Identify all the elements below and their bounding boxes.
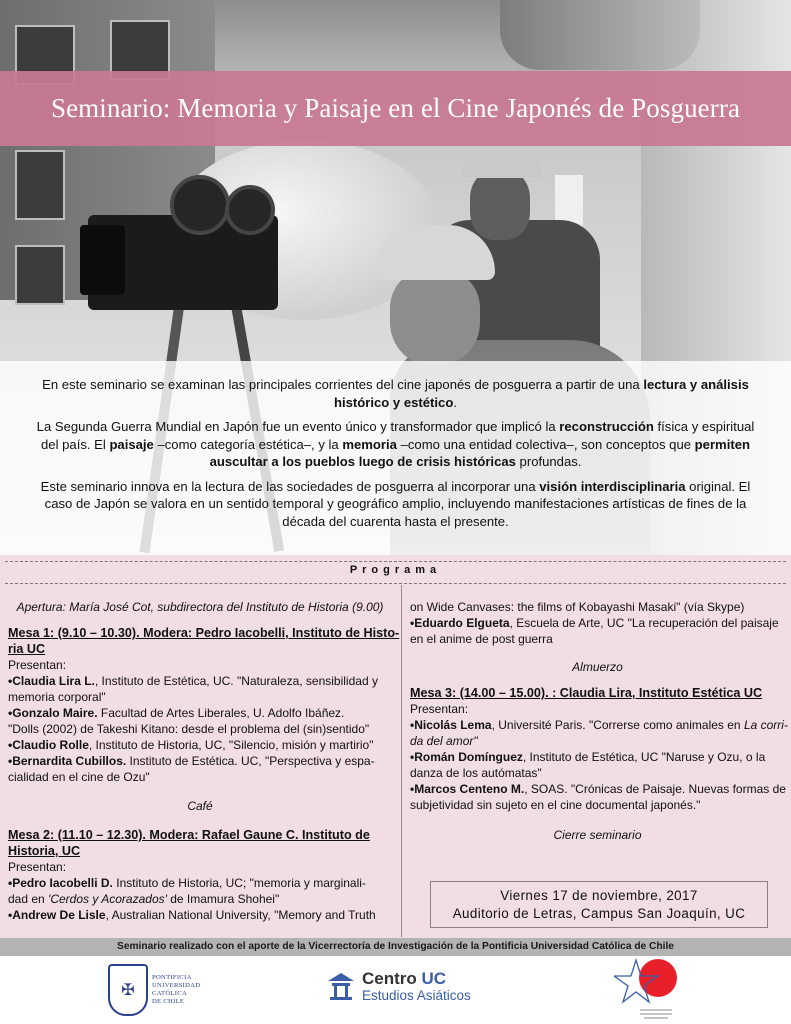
emphasis-text: paisaje xyxy=(109,436,154,452)
text-run: de Imamura Shohei" xyxy=(166,892,280,906)
speaker-talk: , Université Paris. "Correrse como animales en xyxy=(491,718,744,732)
mesa-3-title: Mesa 3: (14.00 – 15.00). : Claudia Lira, Instituto Estética UC xyxy=(410,686,763,700)
speaker-name: •Claudia Lira L. xyxy=(8,674,95,688)
camera-lens xyxy=(80,225,125,295)
credit-band: Seminario realizado con el aporte de la Vicerrectoría de Investigación de la Pontificia Universidad Católica de Chile xyxy=(0,938,791,956)
text-run: . xyxy=(453,394,457,410)
logos-bar xyxy=(0,956,791,1024)
text-run: –como categoría estética–, y la xyxy=(153,436,343,452)
speaker-talk-cont: "Dolls (2002) de Takeshi Kitano: desde el problema del (sin)sentido" xyxy=(8,722,370,736)
presentan-label: Presentan: xyxy=(8,658,67,672)
speaker-talk: Facultad de Artes Liberales, U. Adolfo Ibáñez. xyxy=(97,706,345,720)
speaker-talk-cont: en el anime de post guerra xyxy=(410,632,553,646)
speaker-name: •Gonzalo Maire. xyxy=(8,706,98,720)
closing: Cierre seminario xyxy=(553,828,642,842)
puc-line: DE CHILE xyxy=(152,998,185,1005)
puc-line: CATÓLICA xyxy=(152,990,188,997)
intro-paragraph-1 xyxy=(30,376,761,411)
event-date: Viernes 17 de noviembre, 2017 xyxy=(500,888,698,903)
building-top xyxy=(215,0,515,70)
mesa-2-title: Mesa 2: (11.10 – 12.30). Modera: Rafael Gaune C. Instituto de xyxy=(8,828,370,842)
star-sun-logo-icon xyxy=(614,956,684,1024)
intro-paragraph-2 xyxy=(30,418,761,471)
film-title: da del amor" xyxy=(410,734,478,748)
speaker-talk-cont xyxy=(8,891,392,907)
speaker-item xyxy=(8,907,392,923)
speaker-item xyxy=(8,705,392,721)
uc-word: UC xyxy=(421,969,447,988)
centro-word: Centro xyxy=(362,969,422,988)
puc-line: PONTIFICIA xyxy=(152,974,192,981)
speaker-item xyxy=(8,875,392,891)
speaker-talk-cont: on Wide Canvases: the films of Kobayashi Masaki" (vía Skype) xyxy=(410,600,745,614)
emphasis-text: memoria xyxy=(342,436,397,452)
centro-uc-logo xyxy=(326,970,471,1003)
centro-uc-name xyxy=(362,970,471,988)
window xyxy=(15,245,65,305)
mesa-1-title: Mesa 1: (9.10 – 10.30). Modera: Pedro Iacobelli, Instituto de Histo- xyxy=(8,626,400,640)
speaker-item xyxy=(8,673,392,689)
mesa-2-title-cont: Historia, UC xyxy=(8,844,81,858)
speaker-talk: Instituto de Estética. UC, "Perspectiva y espa- xyxy=(126,754,375,768)
event-info-box xyxy=(430,881,768,928)
speaker-name: •Pedro Iacobelli D. xyxy=(8,876,113,890)
speaker-talk-cont: subjetividad sin sujeto en el cine documental japonés." xyxy=(410,798,701,812)
speaker-item xyxy=(8,753,392,769)
speaker-talk: Instituto de Historia, UC; "memoria y marginali- xyxy=(112,876,366,890)
speaker-talk: , Australian National University, "Memory and Truth xyxy=(105,908,376,922)
puc-logo xyxy=(108,964,200,1016)
program-section xyxy=(0,555,791,938)
speaker-name: •Román Domínguez xyxy=(410,750,523,764)
speaker-talk-cont: cialidad en el cine de Ozu" xyxy=(8,770,150,784)
director-face xyxy=(390,270,480,365)
puc-seal-icon: ✠ xyxy=(108,964,148,1016)
intro-paragraph-3 xyxy=(30,478,761,531)
lunch-break: Almuerzo xyxy=(572,660,623,674)
speaker-name: •Eduardo Elgueta xyxy=(410,616,510,630)
speaker-name: •Marcos Centeno M. xyxy=(410,782,525,796)
apertura: Apertura: María José Cot, subdirectora del Instituto de Historia (9.00) xyxy=(16,600,384,614)
text-run: La Segunda Guerra Mundial en Japón fue un evento único y transformador que implicó la xyxy=(36,419,560,434)
puc-line: UNIVERSIDAD xyxy=(152,982,201,989)
title-band xyxy=(0,71,791,146)
speaker-talk: , Instituto de Estética, UC "Naruse y Ozu, o la xyxy=(522,750,766,764)
camera-reel xyxy=(225,185,275,235)
divider xyxy=(5,583,786,584)
speaker-talk: , Instituto de Estética, UC. "Naturaleza, sensibilidad y xyxy=(94,674,378,688)
column-divider xyxy=(401,585,402,937)
event-location: Auditorio de Letras, Campus San Joaquín, UC xyxy=(452,906,746,921)
speaker-talk: , SOAS. "Crónicas de Paisaje. Nuevas formas de xyxy=(524,782,786,796)
speaker-talk-cont: memoria corporal" xyxy=(8,690,106,704)
divider xyxy=(5,561,786,562)
speaker-name: •Andrew De Lisle xyxy=(8,908,106,922)
text-run: En este seminario se examinan las principales corrientes del cine japonés de posguerra a partir de una xyxy=(42,377,644,392)
speaker-talk-cont xyxy=(410,733,785,749)
pagoda-icon xyxy=(326,971,356,1003)
speaker-item xyxy=(410,749,785,765)
speaker-item xyxy=(410,717,788,733)
puc-logo-text xyxy=(152,974,200,1006)
speaker-name: •Bernardita Cubillos. xyxy=(8,754,127,768)
emphasis-text: permiten auscultar a los pueblos luego de crisis históricas xyxy=(209,436,750,469)
page-title: Seminario: Memoria y Paisaje en el Cine Japonés de Posguerra xyxy=(50,93,741,123)
centro-uc-subtitle: Estudios Asiáticos xyxy=(362,988,471,1003)
emphasis-text: lectura y análisis histórico y estético xyxy=(334,377,749,410)
figure-top xyxy=(500,0,700,70)
film-title: La corri- xyxy=(743,718,788,732)
speaker-item xyxy=(8,737,392,753)
speaker-talk-cont: danza de los autómatas" xyxy=(410,766,542,780)
text-run: dad en xyxy=(8,892,49,906)
speaker-name: •Nicolás Lema xyxy=(410,718,492,732)
camera-reel xyxy=(170,175,230,235)
cafe-break: Café xyxy=(187,799,213,813)
speaker-talk: , Instituto de Historia, UC, "Silencio, misión y martirio" xyxy=(88,738,374,752)
assistant-face xyxy=(470,170,530,240)
program-right-column xyxy=(410,599,788,843)
program-heading: Programa xyxy=(349,564,442,576)
emphasis-text: reconstrucción xyxy=(559,419,654,434)
speaker-name: •Claudio Rolle xyxy=(8,738,89,752)
text-run: profundas. xyxy=(515,454,582,469)
intro-text xyxy=(0,361,791,555)
text-run: original. El caso de Japón se valora en un sentido temporal y geográfico amplio, incluyendo manifestaciones artísticas de fines de la década del cuarenta hasta el presente. xyxy=(44,478,751,529)
presentan-label: Presentan: xyxy=(410,702,469,716)
film-title: 'Cerdos y Acorazados' xyxy=(48,892,167,906)
speaker-talk: , Escuela de Arte, UC "La recuperación del paisaje xyxy=(509,616,779,630)
window xyxy=(15,150,65,220)
mesa-1-title-cont: ria UC xyxy=(8,642,46,656)
emphasis-text: visión interdisciplinaria xyxy=(539,478,686,494)
text-run: –como una entidad colectiva–, son conceptos que xyxy=(396,436,695,452)
centro-uc-text xyxy=(362,970,471,1003)
program-left-column xyxy=(8,599,400,923)
presentan-label: Presentan: xyxy=(8,860,67,874)
speaker-item xyxy=(410,615,785,631)
text-run: física y espiritual del país. El xyxy=(41,419,755,452)
text-run: Este seminario innova en la lectura de las sociedades de posguerra al incorporar una xyxy=(40,478,540,494)
assistant-hat xyxy=(462,150,542,178)
speaker-item xyxy=(410,781,785,797)
